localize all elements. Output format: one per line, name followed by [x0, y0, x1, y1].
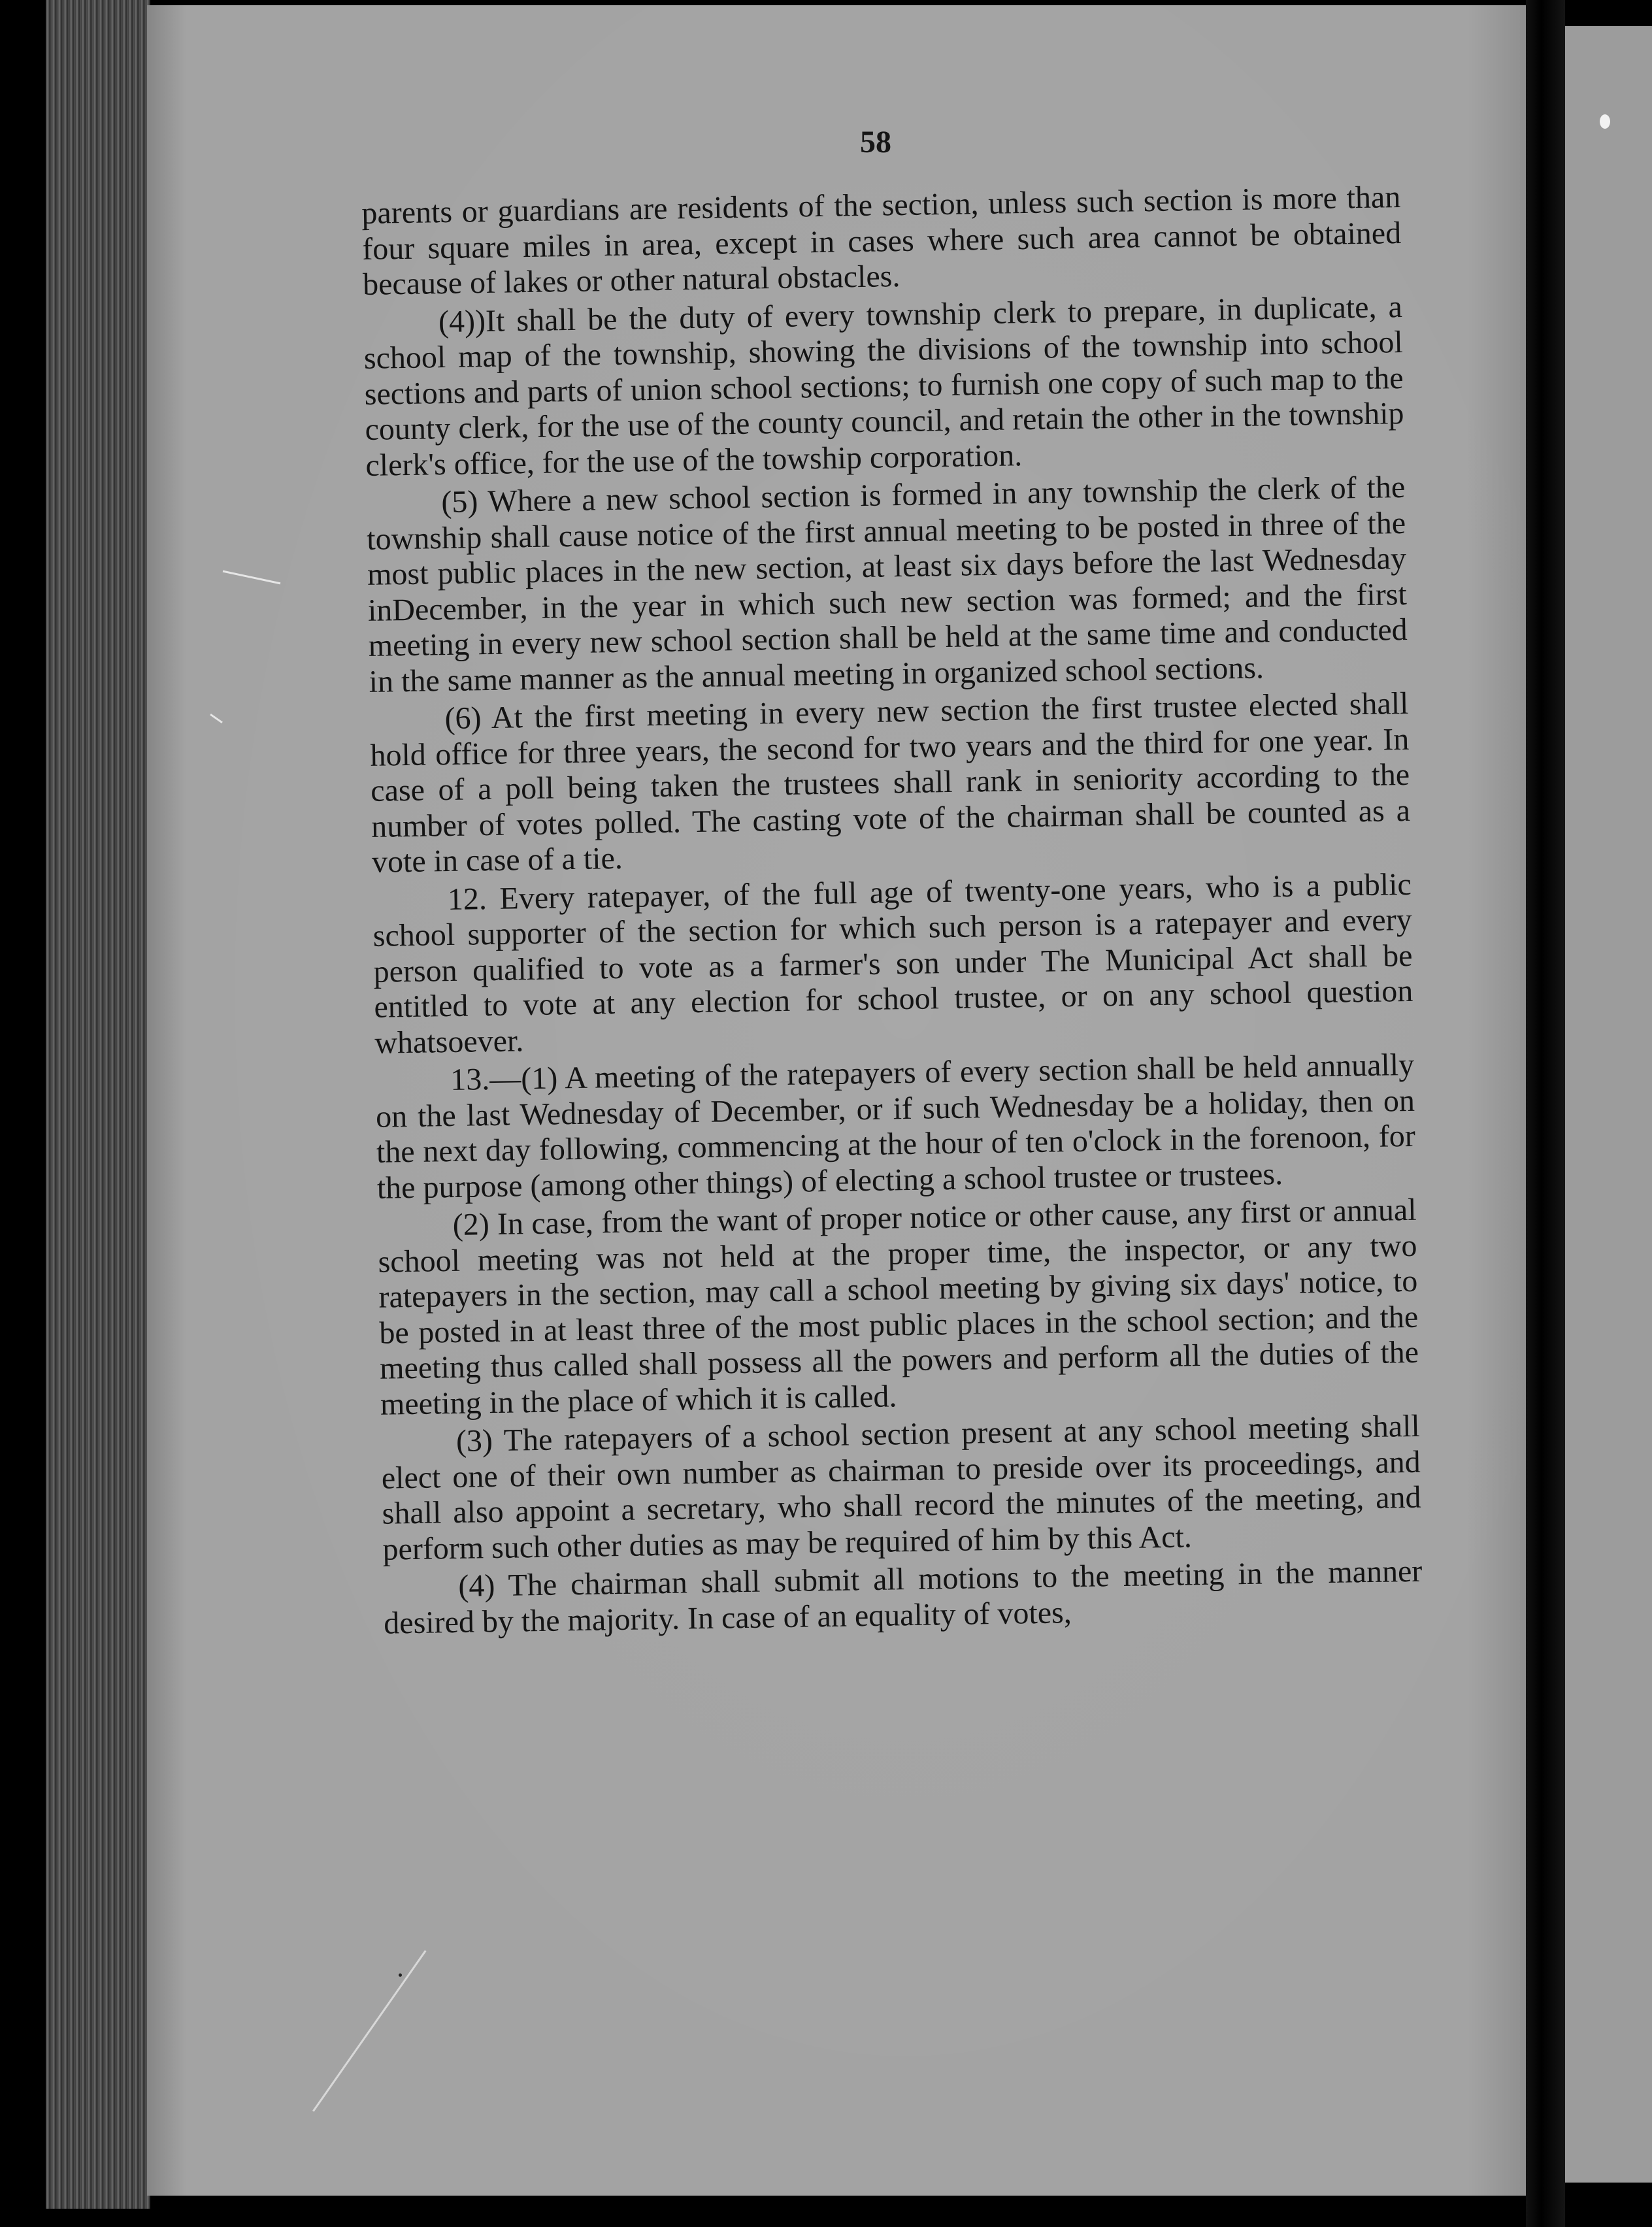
book-gutter — [1526, 0, 1565, 2227]
facing-page-edge — [1565, 26, 1652, 2183]
paragraph-subsection-5: (5) Where a new school section is formed in any township the clerk of the township shall cause notice of the first annual meeting to be posted in three of the most public places in the new section, at least six days before the last Wednesday inDecember, in the year in which such new section was formed; and the first meeting in every new school section shall be held at the same time and conducted in the same manner as the annual meeting in organized school sections. — [366, 469, 1408, 699]
paragraph-section-13-4: (4) The chairman shall submit all motions to the meeting in the manner desired by the majority. In case of an equality of votes, — [383, 1553, 1423, 1641]
page-number: 58 — [860, 125, 891, 159]
paragraph-subsection-6: (6) At the first meeting in every new section the first trustee elected shall hold office for three years, the second for two years and the third for one year. In case of a poll being taken the trustees shall rank in seniority according to the number of votes polled. The casting vote of the chairman shall be counted as a vote in case of a tie. — [370, 685, 1411, 880]
body-text — [361, 180, 1423, 1644]
paragraph-section-13-1: 13.—(1) A meeting of the ratepayers of every section shall be held annually on the last Wednesday of December, or if such Wednesday be a holiday, then on the next day following, commencing at the hour of ten o'clock in the forenoon, for the purpose (among other things) of electing a school trustee or trustees. — [375, 1047, 1416, 1206]
book-page-edges — [46, 0, 150, 2209]
paragraph-section-12: 12. Every ratepayer, of the full age of twenty-one years, who is a public school supporter of the section for which such person is a ratepayer and every person qualified to vote as a farmer's son under The Municipal Act shall be entitled to vote at any election for school trustee, or on any school question whatsoever. — [372, 866, 1413, 1061]
paragraph-subsection-4: (4))It shall be the duty of every township clerk to prepare, in duplicate, a school map of the township, showing the divisions of the township into school sections and parts of union school sections; to furnish one copy of such map to the county clerk, for the use of the county council, and retain the other in the township clerk's office, for the use of the towship corporation. — [363, 289, 1404, 483]
paragraph-continuation: parents or guardians are residents of the section, unless such section is more than four square miles in area, except in cases where such area cannot be obtained because of lakes or other natural obstacles. — [361, 180, 1402, 302]
scan-speck — [399, 1973, 402, 1977]
paragraph-section-13-3: (3) The ratepayers of a school section present at any school meeting shall elect one of their own number as chairman to preside over its proceedings, and shall also appoint a secretary, who shall record the minutes of the meeting, and perform such other duties as may be required of him by this Act. — [381, 1408, 1421, 1567]
paragraph-section-13-2: (2) In case, from the want of proper notice or other cause, any first or annual school meeting was not held at the proper time, the inspector, or any two ratepayers in the section, may call a school meeting by giving six days' notice, to be posted in at least three of the most public places in the school section; and the meeting thus called shall possess all the powers and perform all the duties of the meeting in the place of which it is called. — [378, 1192, 1419, 1422]
scan-speck — [1600, 114, 1610, 129]
